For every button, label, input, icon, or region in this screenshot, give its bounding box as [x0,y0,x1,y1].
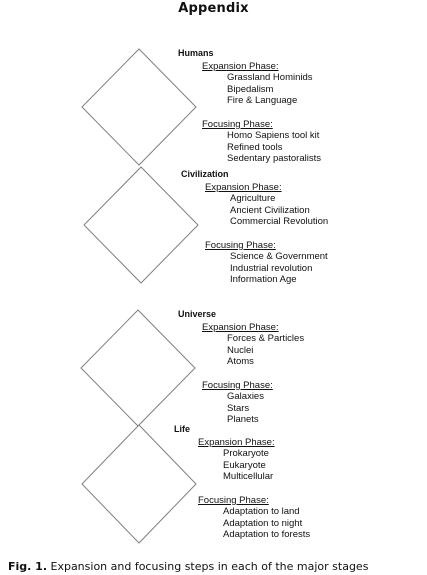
expansion-item: Ancient Civilization [230,204,310,216]
stage-name: Humans [178,48,214,58]
expansion-item: Agriculture [230,193,276,204]
stage-name: Civilization [181,169,229,179]
stage-life [174,424,311,541]
focusing-item: Galaxies [227,391,264,402]
diamond-civilization [83,166,199,284]
diamond-universe [80,309,196,427]
focusing-item: Refined tools [227,141,283,153]
focusing-phase-heading: Focusing Phase: [198,494,269,506]
focusing-item: Adaptation to forests [223,529,311,540]
expansion-item: Forces & Particles [227,333,305,344]
expansion-phase-heading: Expansion Phase: [202,321,279,333]
focusing-item: Industrial revolution [230,262,313,274]
expansion-phase-heading: Expansion Phase: [202,60,279,72]
focusing-group [202,380,304,426]
expansion-item: Grassland Hominids [227,72,313,83]
focusing-item: Homo Sapiens tool kit [227,130,320,141]
stage-humans [178,48,321,165]
expansion-item: Multicellular [223,471,274,482]
focusing-phase-heading: Focusing Phase: [202,379,273,391]
focusing-group [198,495,310,541]
page-title: Appendix [178,1,249,16]
expansion-item: Bipedalism [227,83,274,95]
expansion-item: Nuclei [227,344,254,356]
focusing-phase-heading: Focusing Phase: [202,118,273,130]
diamond-humans [81,48,197,166]
stage-civilization [181,169,329,286]
focusing-item: Adaptation to night [223,517,303,529]
expansion-phase-heading: Expansion Phase: [205,181,282,193]
expansion-item: Eukaryote [223,459,266,471]
focusing-item: Sedentary pastoralists [227,153,321,164]
expansion-phase-heading: Expansion Phase: [198,436,275,448]
focusing-item: Adaptation to land [223,506,300,517]
expansion-item: Fire & Language [227,95,298,106]
stage-universe [178,309,305,426]
stage-name: Universe [178,309,217,319]
focusing-item: Stars [227,402,250,414]
focusing-group [205,240,328,286]
expansion-item: Atoms [227,356,254,367]
focusing-phase-heading: Focusing Phase: [205,239,276,251]
figure-caption-label: Fig. 1. [8,560,47,573]
stage-name: Life [174,424,191,434]
figure-caption [8,560,368,573]
expansion-item: Prokaryote [223,448,269,459]
expansion-item: Commercial Revolution [230,216,329,227]
diamond-life [81,424,197,544]
focusing-group [202,119,321,165]
focusing-item: Information Age [230,274,297,285]
figure-caption-text: Expansion and focusing steps in each of the major stages [47,560,369,573]
focusing-item: Planets [227,414,259,425]
focusing-item: Science & Government [230,251,328,262]
